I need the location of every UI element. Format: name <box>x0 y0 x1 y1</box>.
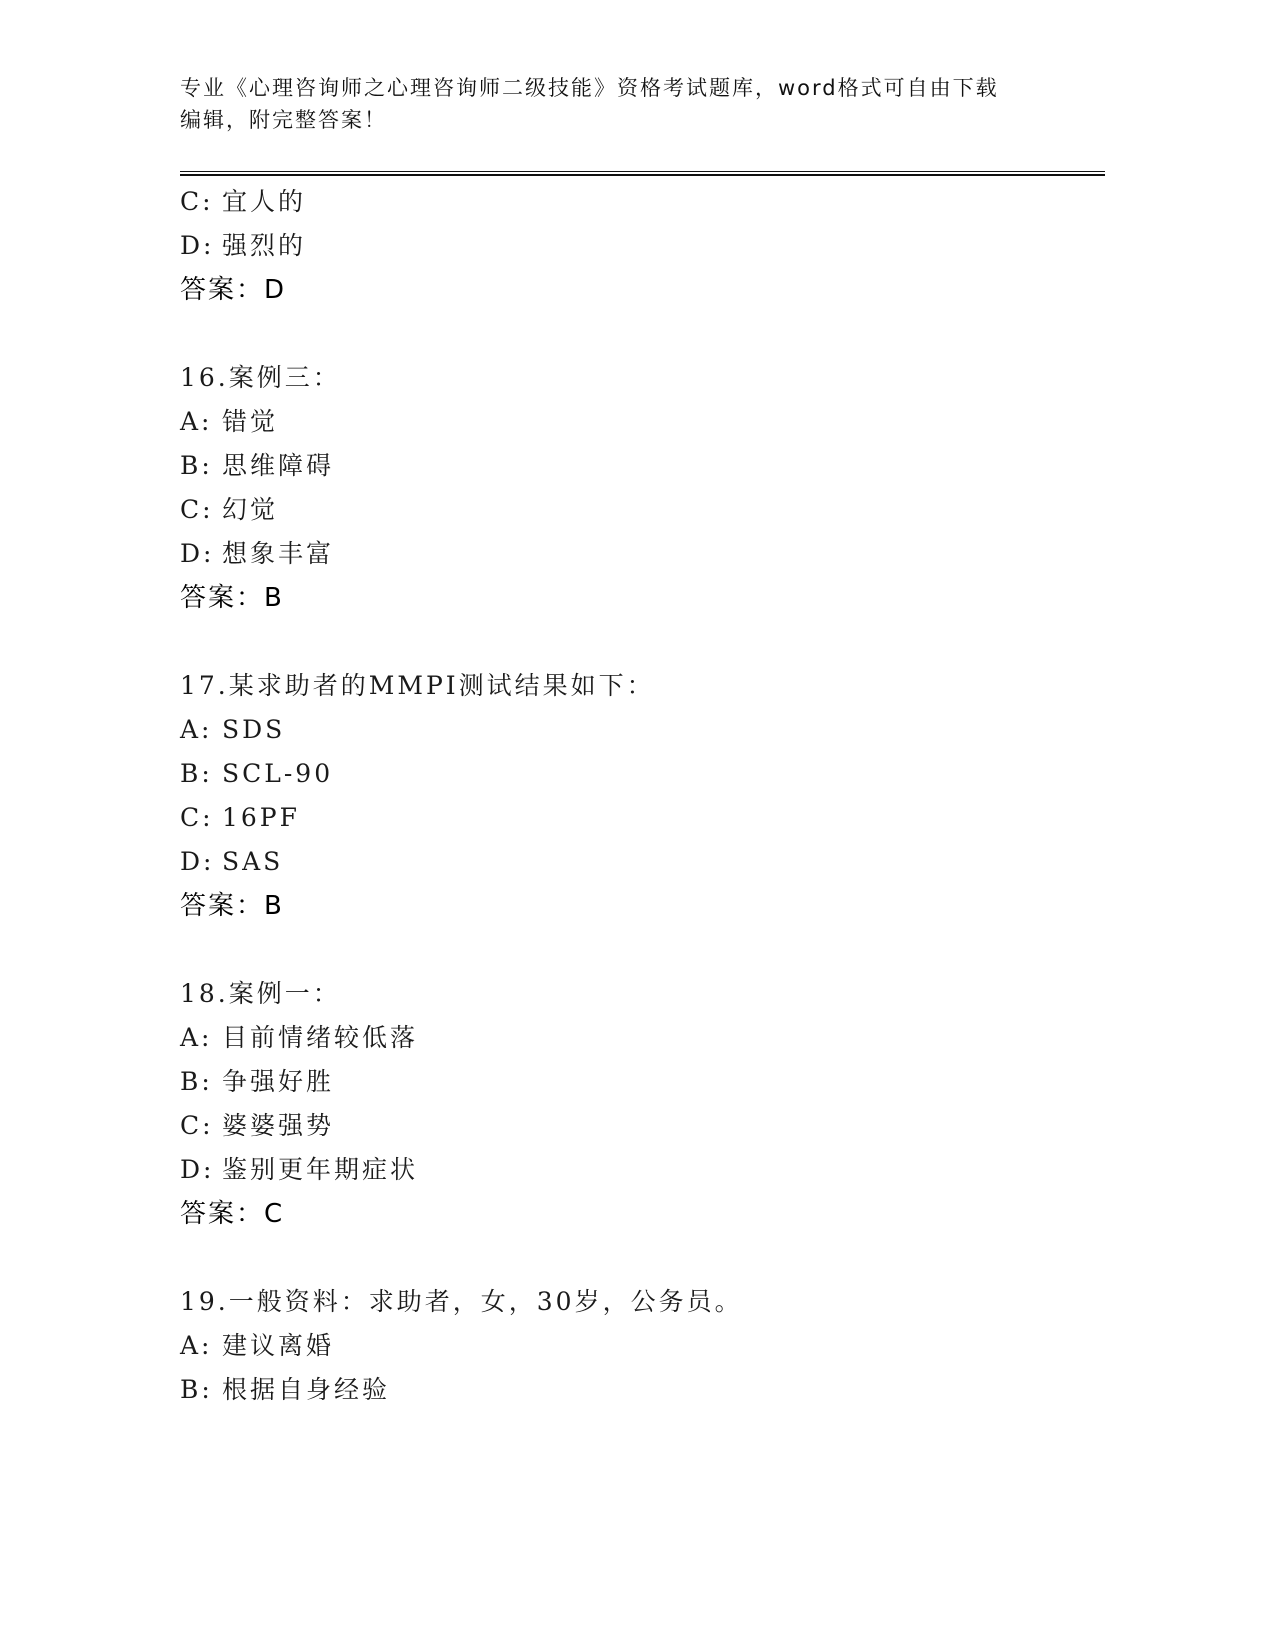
document-header <box>180 72 1060 136</box>
option-text: 根据自身经验 <box>222 1375 391 1404</box>
option-d <box>180 840 1105 884</box>
spacer <box>180 312 1105 356</box>
option-text: 争强好胜 <box>222 1067 335 1096</box>
option-text: 建议离婚 <box>222 1331 335 1360</box>
option-label: B: <box>180 759 213 788</box>
option-d <box>180 1148 1105 1192</box>
option-text: 婆婆强势 <box>222 1111 335 1140</box>
option-a <box>180 400 1105 444</box>
option-label: A: <box>180 1331 213 1360</box>
spacer <box>180 620 1105 664</box>
option-c <box>180 1104 1105 1148</box>
option-text: SDS <box>222 715 286 744</box>
header-divider-thin <box>180 171 1105 172</box>
header-divider-thick <box>180 174 1105 176</box>
option-a <box>180 1324 1105 1368</box>
option-c <box>180 180 1105 224</box>
option-text: 思维障碍 <box>222 451 335 480</box>
option-b <box>180 444 1105 488</box>
header-line-2: 编辑，附完整答案！ <box>180 108 387 132</box>
option-label: A: <box>180 407 213 436</box>
option-a <box>180 1016 1105 1060</box>
question-stem-18: 18.案例一： <box>180 979 341 1008</box>
answer-line: 答案：B <box>180 583 284 613</box>
option-text: 宜人的 <box>222 187 307 216</box>
option-text: 目前情绪较低落 <box>222 1023 419 1052</box>
answer-line: 答案：C <box>180 1199 285 1229</box>
option-b <box>180 752 1105 796</box>
option-label: C: <box>180 803 214 832</box>
question-stem-17: 17.某求助者的MMPI测试结果如下： <box>180 671 655 700</box>
option-label: B: <box>180 1375 213 1404</box>
spacer <box>180 1236 1105 1280</box>
option-text: 错觉 <box>222 407 279 436</box>
spacer <box>180 928 1105 972</box>
header-line-1: 专业《心理咨询师之心理咨询师二级技能》资格考试题库，word格式可自由下载 <box>180 76 999 100</box>
option-b <box>180 1060 1105 1104</box>
option-text: SAS <box>222 847 284 876</box>
option-label: D: <box>180 1155 215 1184</box>
option-label: C: <box>180 187 214 216</box>
option-label: D: <box>180 231 215 260</box>
option-d <box>180 224 1105 268</box>
option-label: B: <box>180 1067 213 1096</box>
option-label: A: <box>180 715 213 744</box>
option-b <box>180 1368 1105 1412</box>
option-text: 鉴别更年期症状 <box>222 1155 419 1184</box>
option-label: C: <box>180 495 214 524</box>
option-c <box>180 488 1105 532</box>
option-label: C: <box>180 1111 214 1140</box>
option-text: 强烈的 <box>222 231 307 260</box>
option-d <box>180 532 1105 576</box>
option-text: 16PF <box>222 803 300 832</box>
answer-line: 答案：B <box>180 891 284 921</box>
question-stem-16: 16.案例三： <box>180 363 341 392</box>
option-label: B: <box>180 451 213 480</box>
answer-line: 答案：D <box>180 275 287 305</box>
option-text: 想象丰富 <box>222 539 335 568</box>
option-c <box>180 796 1105 840</box>
option-label: D: <box>180 847 215 876</box>
option-a <box>180 708 1105 752</box>
question-stem-19: 19.一般资料：求助者，女，30岁，公务员。 <box>180 1287 743 1316</box>
option-text: 幻觉 <box>222 495 279 524</box>
option-text: SCL-90 <box>222 759 334 788</box>
option-label: A: <box>180 1023 213 1052</box>
question-list <box>180 180 1105 1412</box>
option-label: D: <box>180 539 215 568</box>
